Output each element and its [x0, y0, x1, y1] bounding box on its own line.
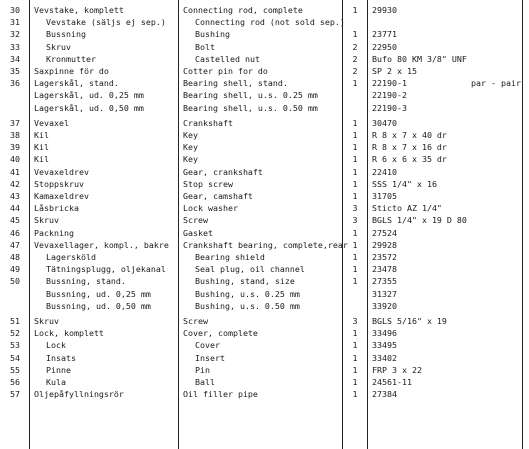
english-description: Bearing shell, stand. — [183, 78, 288, 89]
quantity: 1 — [352, 252, 358, 262]
english-description: Gear, crankshaft — [183, 166, 263, 177]
part-number: 33496 — [372, 328, 397, 339]
english-description: Screw — [183, 215, 208, 226]
swedish-description: Saxpinne för do — [34, 66, 109, 76]
quantity: 1 — [352, 328, 358, 339]
swedish-description: Oljepåfyllningsrör — [34, 389, 124, 400]
quantity: 1 — [352, 239, 358, 250]
swedish-description: Vevaxeldrev — [34, 166, 89, 177]
item-number: 32 — [10, 29, 20, 40]
item-number: 57 — [10, 389, 20, 400]
swedish-description: Vevaxel — [34, 117, 69, 128]
part-number: 31327 — [372, 288, 397, 299]
english-description: Seal plug, oil channel — [195, 264, 305, 275]
part-number: BGLS 1/4" x 19 D 80 — [372, 215, 467, 226]
quantity: 2 — [352, 66, 358, 76]
item-number: 38 — [10, 130, 20, 140]
english-description: Bearing shell, u.s. 0.25 mm — [183, 90, 318, 101]
swedish-description: Lagerskål, stand. — [34, 78, 119, 89]
item-number: 48 — [10, 252, 20, 262]
part-number: 31705 — [372, 191, 397, 201]
item-number: 41 — [10, 166, 20, 177]
swedish-description: Packning — [34, 227, 74, 238]
quantity: 1 — [352, 178, 358, 189]
item-number: 55 — [10, 364, 20, 375]
quantity: 3 — [352, 203, 358, 214]
english-description: Cotter pin for do — [183, 66, 268, 76]
english-description: Crankshaft bearing, complete,rear — [183, 239, 348, 250]
quantity: 2 — [352, 41, 358, 52]
swedish-description: Lagersköld — [46, 252, 96, 262]
part-number: 27524 — [372, 227, 397, 238]
quantity: 1 — [352, 340, 358, 351]
quantity: 1 — [352, 377, 358, 387]
english-description: Connecting rod (not sold sep.) — [195, 17, 345, 28]
swedish-description: Skruv — [46, 41, 71, 52]
quantity: 1 — [352, 5, 358, 15]
part-number: 22950 — [372, 41, 397, 52]
part-number: 22190-3 — [372, 102, 407, 113]
item-number: 51 — [10, 316, 20, 326]
part-number: 22410 — [372, 166, 397, 177]
swedish-description: Låsbricka — [34, 203, 79, 214]
quantity: 1 — [352, 78, 358, 89]
part-number: 22190-2 — [372, 90, 407, 101]
item-number: 34 — [10, 53, 20, 64]
part-number: 23478 — [372, 264, 397, 275]
parts-row — [0, 299, 529, 313]
swedish-description: Skruv — [34, 215, 59, 226]
quantity: 1 — [352, 166, 358, 177]
english-description: Cover — [195, 340, 220, 351]
parts-row — [0, 387, 529, 401]
english-description: Bolt — [195, 41, 215, 52]
swedish-description: Bussning, ud. 0,50 mm — [46, 300, 151, 311]
english-description: Bushing, u.s. 0.25 mm — [195, 288, 300, 299]
item-number: 50 — [10, 276, 20, 287]
swedish-description: Lock, komplett — [34, 328, 104, 339]
part-number: SSS 1/4" x 16 — [372, 178, 437, 189]
english-description: Crankshaft — [183, 117, 233, 128]
item-number: 30 — [10, 5, 20, 15]
part-number: R 8 x 7 x 40 dr — [372, 130, 447, 140]
swedish-description: Kil — [34, 130, 49, 140]
swedish-description: Bussning, stand. — [46, 276, 126, 287]
quantity: 1 — [352, 276, 358, 287]
quantity: 1 — [352, 117, 358, 128]
swedish-description: Vevaxellager, kompl., bakre — [34, 239, 169, 250]
swedish-description: Stoppskruv — [34, 178, 84, 189]
quantity: 1 — [352, 154, 358, 165]
item-number: 54 — [10, 352, 20, 363]
part-number: 27384 — [372, 389, 397, 400]
english-description: Stop screw — [183, 178, 233, 189]
part-number: Sticto AZ 1/4" — [372, 203, 442, 214]
english-description: Gear, camshaft — [183, 191, 253, 201]
english-description: Bushing — [195, 29, 230, 40]
quantity: 1 — [352, 142, 358, 153]
quantity: 1 — [352, 191, 358, 201]
swedish-description: Lock — [46, 340, 66, 351]
swedish-description: Bussning — [46, 29, 86, 40]
english-description: Bushing, u.s. 0.50 mm — [195, 300, 300, 311]
english-description: Insert — [195, 352, 225, 363]
quantity: 1 — [352, 364, 358, 375]
swedish-description: Kronmutter — [46, 53, 96, 64]
part-number: FRP 3 x 22 — [372, 364, 422, 375]
part-number: 30470 — [372, 117, 397, 128]
english-description: Key — [183, 130, 198, 140]
english-description: Bearing shell, u.s. 0.50 mm — [183, 102, 318, 113]
item-number: 42 — [10, 178, 20, 189]
part-number: BGLS 5/16" x 19 — [372, 316, 447, 326]
part-number: 23771 — [372, 29, 397, 40]
part-number: 33920 — [372, 300, 397, 311]
item-number: 43 — [10, 191, 20, 201]
part-number: SP 2 x 15 — [372, 66, 417, 76]
part-number: 22190-1 — [372, 78, 407, 89]
part-number: 23572 — [372, 252, 397, 262]
quantity: 1 — [352, 130, 358, 140]
item-number: 46 — [10, 227, 20, 238]
quantity: 1 — [352, 29, 358, 40]
english-description: Castelled nut — [195, 53, 260, 64]
swedish-description: Kamaxeldrev — [34, 191, 89, 201]
item-number: 36 — [10, 78, 20, 89]
quantity: 1 — [352, 352, 358, 363]
part-number: 24561-11 — [372, 377, 412, 387]
english-description: Ball — [195, 377, 215, 387]
item-number: 44 — [10, 203, 20, 214]
english-description: Gasket — [183, 227, 213, 238]
remark: par - pair — [471, 78, 521, 89]
swedish-description: Tätningsplugg, oljekanal — [46, 264, 166, 275]
swedish-description: Insats — [46, 352, 76, 363]
english-description: Bushing, stand, size — [195, 276, 295, 287]
item-number: 37 — [10, 117, 20, 128]
item-number: 35 — [10, 66, 20, 76]
item-number: 52 — [10, 328, 20, 339]
swedish-description: Kil — [34, 154, 49, 165]
part-number: R 8 x 7 x 16 dr — [372, 142, 447, 153]
english-description: Bearing shield — [195, 252, 265, 262]
part-number: R 6 x 6 x 35 dr — [372, 154, 447, 165]
swedish-description: Kil — [34, 142, 49, 153]
item-number: 40 — [10, 154, 20, 165]
quantity: 3 — [352, 316, 358, 326]
part-number: 33402 — [372, 352, 397, 363]
english-description: Pin — [195, 364, 210, 375]
english-description: Key — [183, 142, 198, 153]
parts-row — [0, 101, 529, 115]
swedish-description: Bussning, ud. 0,25 mm — [46, 288, 151, 299]
swedish-description: Skruv — [34, 316, 59, 326]
item-number: 45 — [10, 215, 20, 226]
item-number: 33 — [10, 41, 20, 52]
swedish-description: Vevstake, komplett — [34, 5, 124, 15]
quantity: 3 — [352, 215, 358, 226]
english-description: Connecting rod, complete — [183, 5, 303, 15]
swedish-description: Lagerskål, ud. 0,25 mm — [34, 90, 144, 101]
quantity: 1 — [352, 264, 358, 275]
english-description: Cover, complete — [183, 328, 258, 339]
part-number: 33495 — [372, 340, 397, 351]
part-number: Bufo 80 KM 3/8" UNF — [372, 53, 467, 64]
swedish-description: Pinne — [46, 364, 71, 375]
item-number: 53 — [10, 340, 20, 351]
english-description: Lock washer — [183, 203, 238, 214]
part-number: 29928 — [372, 239, 397, 250]
item-number: 56 — [10, 377, 20, 387]
item-number: 31 — [10, 17, 20, 28]
quantity: 2 — [352, 53, 358, 64]
part-number: 27355 — [372, 276, 397, 287]
english-description: Oil filler pipe — [183, 389, 258, 400]
quantity: 1 — [352, 227, 358, 238]
swedish-description: Kula — [46, 377, 66, 387]
item-number: 39 — [10, 142, 20, 153]
item-number: 49 — [10, 264, 20, 275]
english-description: Screw — [183, 316, 208, 326]
item-number: 47 — [10, 239, 20, 250]
quantity: 1 — [352, 389, 358, 400]
swedish-description: Lagerskål, ud. 0,50 mm — [34, 102, 144, 113]
english-description: Key — [183, 154, 198, 165]
swedish-description: Vevstake (säljs ej sep.) — [46, 17, 166, 28]
part-number: 29930 — [372, 5, 397, 15]
